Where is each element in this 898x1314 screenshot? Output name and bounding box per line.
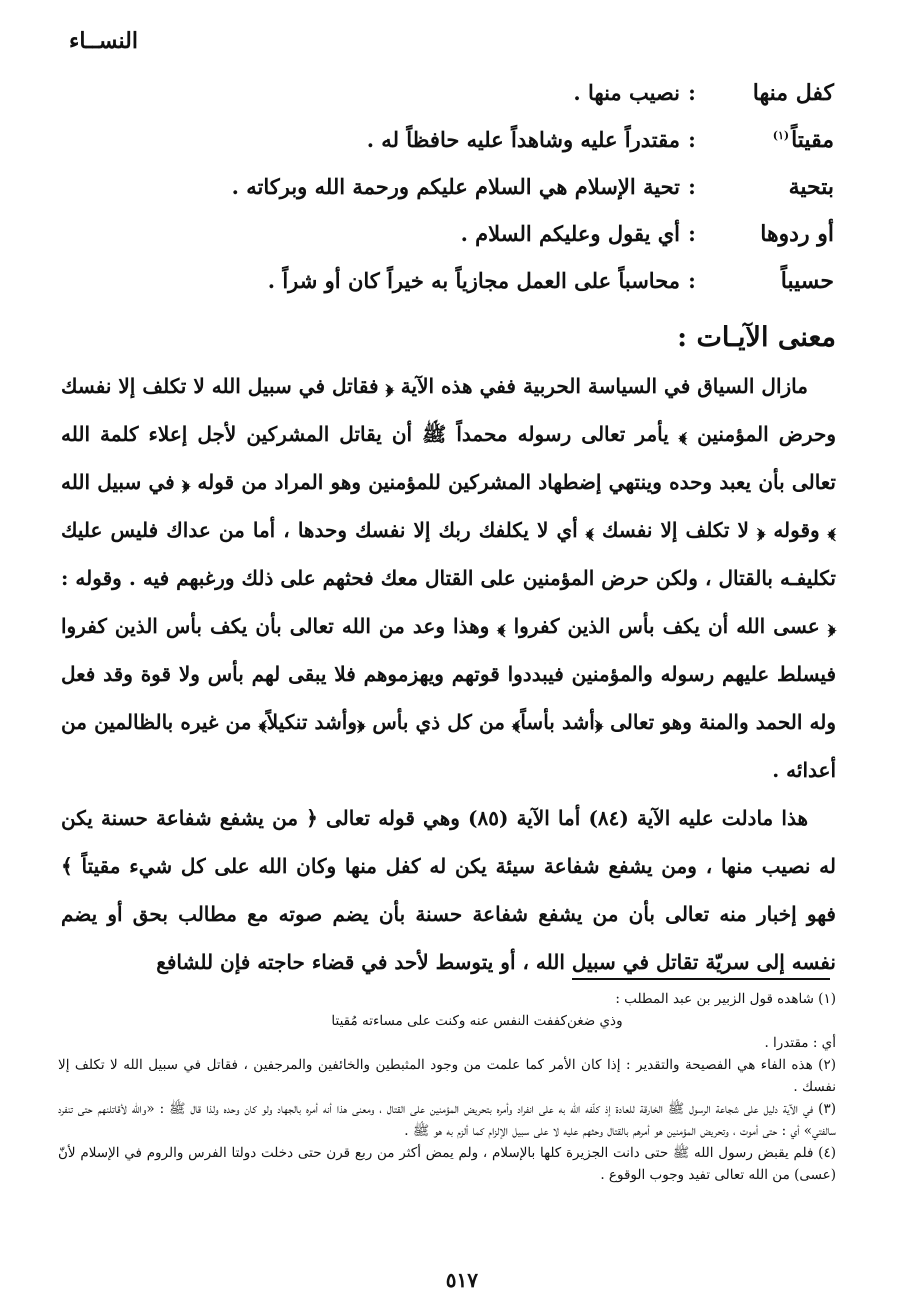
glossary-term: حسيباً xyxy=(780,268,834,294)
glossary-term: بتحية xyxy=(788,174,834,200)
glossary-definition: مقتدراً عليه وشاهداً عليه حافظاً له . xyxy=(366,127,680,152)
glossary-row xyxy=(134,127,834,174)
glossary-separator: : xyxy=(688,221,696,246)
paragraph: هذا مادلت عليه الآية (٨٤) أما الآية (٨٥) وهي قوله تعالى ﴿ من يشفع شفاعة حسنة يكن له نصيب منها ، ومن يشفع شفاعة سيئة يكن له كفل منها وكان الله على كل شيء مقيتاً ﴾ فهو إخبار منه تعالى بأن من يشفع شفاعة حسنة بأن يضم صوته مع مطالب بحق أو يضم نفسه إلى سريّة تقاتل في سبيل الله ، أو يتوسط لأحد في قضاء حاجته فإن للشافع xyxy=(61,806,836,974)
glossary-definition: محاسباً على العمل مجازياً به خيراً كان أو شراً . xyxy=(267,268,680,293)
footnote-verse: وذي ضغن‌كففت النفس عنه وكنت على مساءته مُقيتا xyxy=(331,1013,623,1029)
footnote: أي : مقتدرا . xyxy=(764,1035,836,1051)
paragraph: مازال السياق في السياسة الحربية ففي هذه الآية ﴿ فقاتل في سبيل الله لا تكلف إلا نفسك وحرض المؤمنين ﴾ يأمر تعالى رسوله محمداً ﷺ أن يقاتل المشركين لأجل إعلاء كلمة الله تعالى بأن يعبد وحده وينتهي إضطهاد المشركين للمؤمنين وهو المراد من قوله ﴿ في سبيل الله ﴾ وقوله ﴿ لا تكلف إلا نفسك ﴾ أي لا يكلفك ربك إلا نفسك وحدها ، أما من عداك فليس عليك تكليفـه بالقتال ، ولكن حرض المؤمنين على القتال معك فحثهم على ذلك ورغبهم فيه . وقوله : ﴿ عسى الله أن يكف بأس الذين كفروا ﴾ وهذا وعد من الله تعالى بأن يكف بأس الذين كفروا فيسلط عليهم رسوله والمؤمنين فيبددوا قوتهم ويهزموهم فلا يبقى لهم بأس ولا قوة وقد فعل وله الحمد والمنة وهو تعالى ﴿أشد بأساً﴾ من كل ذي بأس ﴿وأشد تنكيلاً﴾ من غيره بالظالمين من أعدائه . xyxy=(61,374,836,782)
page-number: ٥١٧ xyxy=(445,1268,478,1292)
glossary-definition: نصيب منها . xyxy=(573,80,680,105)
glossary-term: كفل منها xyxy=(752,80,834,106)
glossary xyxy=(134,80,834,315)
glossary-term-text: مقيتاً xyxy=(791,127,834,153)
glossary-row xyxy=(134,221,834,268)
footnotes xyxy=(58,988,836,1186)
footnote: (٣) في الآية دليل على شجاعة الرسول ﷺ الخارقة للعادة إذ كلّفه الله به على انفراد وأمره بتحريض المؤمنين على القتال ، ومعنى هذا أنه أمره بالجهاد ولو كان وحده ولذا قال ﷺ : «والله لأقاتلنهم حتى تنفرد سالفتي» أي : حتى أموت ، وتحريض المؤمنين هو أمرهم بالقتال وحثهم عليه لا على سبيل الإلزام كما ألزم به هو ﷺ . xyxy=(58,1101,836,1139)
glossary-separator: : xyxy=(688,174,696,199)
glossary-separator: : xyxy=(688,268,696,293)
footnote: (٤) فلم يقبض رسول الله ﷺ حتى دانت الجزيرة كلها بالإسلام ، ولم يمض أكثر من ربع قرن حتى دخلت دولتا الفرس والروم في الإسلام لأنّ (عسى) من الله تعالى تفيد وجوب الوقوع . xyxy=(58,1145,836,1183)
glossary-definition: أي يقول وعليكم السلام . xyxy=(460,221,680,246)
glossary-row xyxy=(134,80,834,127)
footnote: (١) شاهده قول الزبير بن عبد المطلب : xyxy=(615,991,836,1007)
glossary-row xyxy=(134,268,834,315)
footnote-ref: (١) xyxy=(772,128,790,142)
main-text xyxy=(61,362,836,986)
footnote: (٢) هذه الفاء هي الفصيحة والتقدير : إذا كان الأمر كما علمت من وجود المثبطين والخائفين والمرجفين ، فقاتل في سبيل الله لا تكلف إلا نفسك . xyxy=(58,1057,836,1095)
glossary-row xyxy=(134,174,834,221)
footnote-divider xyxy=(572,978,830,980)
glossary-separator: : xyxy=(688,80,696,105)
running-head: النســاء xyxy=(68,28,138,54)
glossary-definition: تحية الإسلام هي السلام عليكم ورحمة الله وبركاته . xyxy=(231,174,680,199)
glossary-separator: : xyxy=(688,127,696,152)
glossary-term xyxy=(704,127,834,153)
section-title: معنى الآيـات : xyxy=(677,322,836,353)
glossary-term: أو ردوها xyxy=(760,221,834,247)
